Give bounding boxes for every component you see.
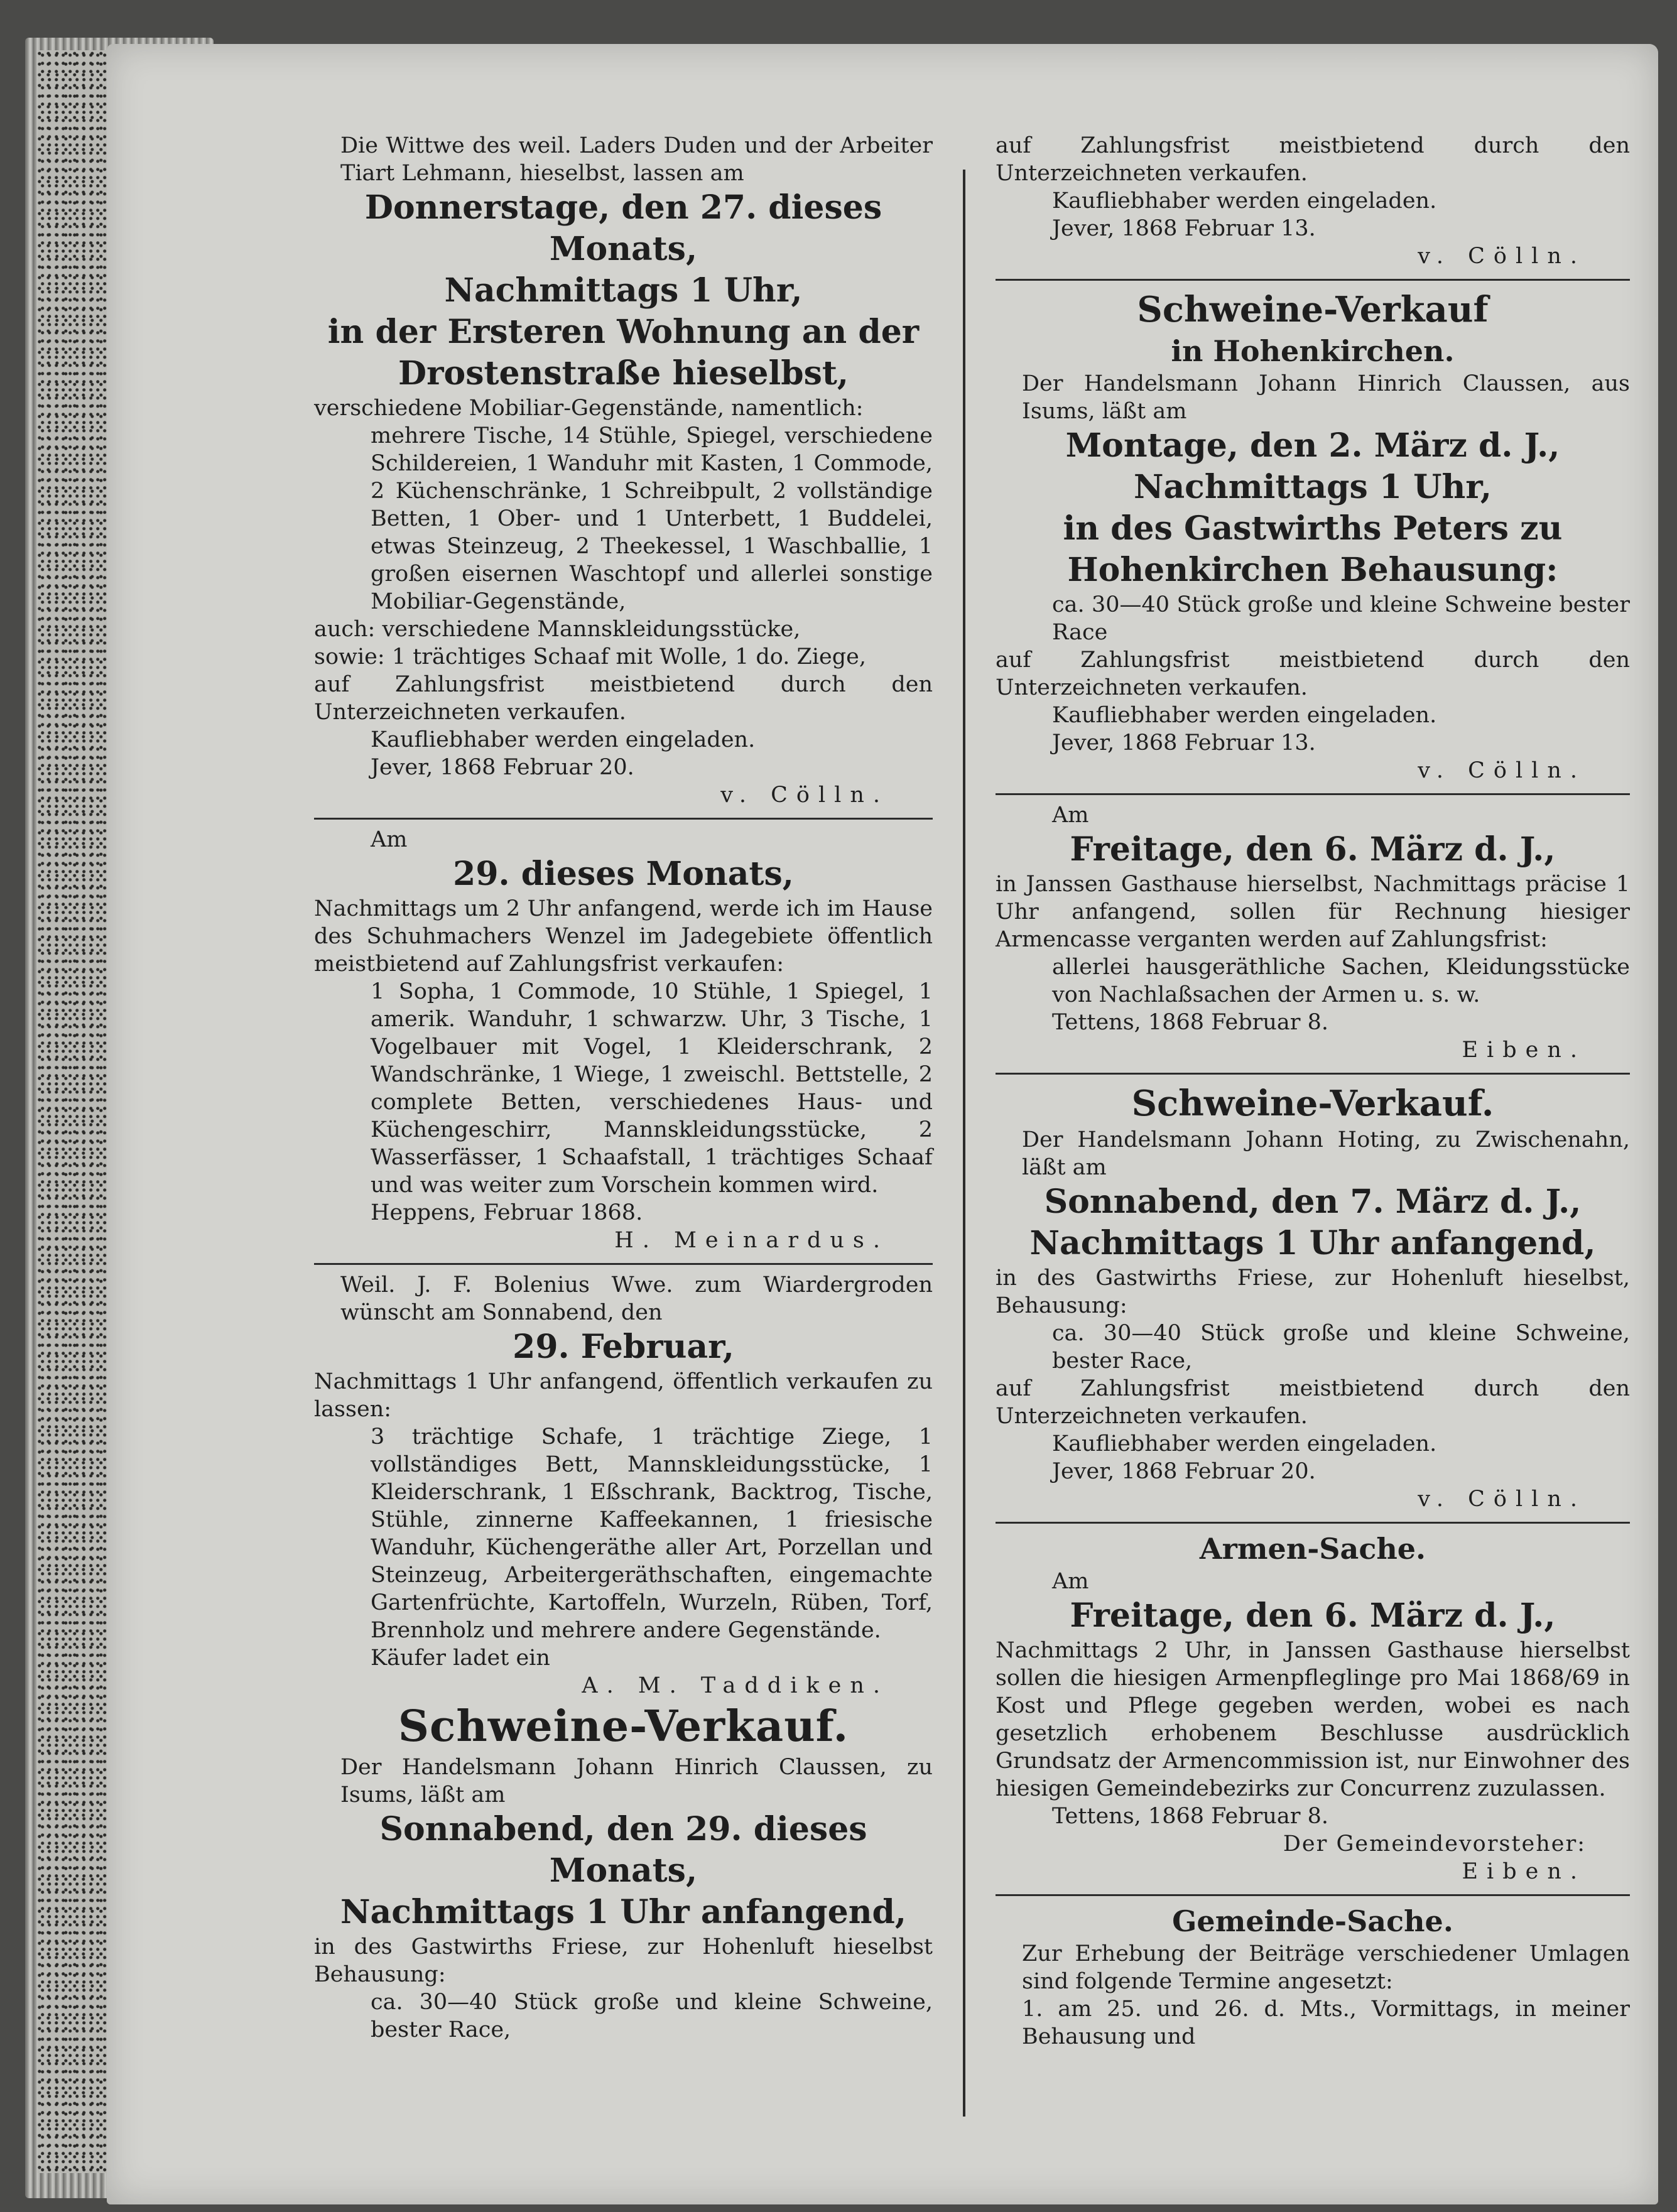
notice-text: Nachmittags um 2 Uhr anfangend, werde ich im Hause des Schuhmachers Wenzel im Jadegebiete öffentlich meistbietend auf Zahlungsfrist verkaufen: bbox=[314, 896, 933, 977]
notice-items: 1 Sopha, 1 Commode, 10 Stühle, 1 Spiegel, 1 amerik. Wanduhr, 1 schwarzw. Uhr, 3 Tische, 1 Vogelbauer mit Vogel, 1 Kleiderschrank, 2 Wandschränke, 1 Wiege, 1 zweischl. Bettstelle, 2 complete Betten, verschiedenes Haus- und Küchengeschirr, Mannskleidungsstücke, 2 Wasserfässer, 1 Schaafstall, 1 trächtiges Schaaf und was weiter zum Vorschein kommen wird. bbox=[371, 979, 933, 1198]
notice-date: Donnerstage, den 27. dieses Monats, bbox=[364, 188, 882, 268]
right-column bbox=[996, 132, 1630, 2051]
separator-rule bbox=[314, 818, 933, 820]
notice-auction-janssen bbox=[996, 801, 1630, 1064]
notice-terms: auf Zahlungsfrist meistbietend durch den Unterzeichneten verkaufen. bbox=[996, 133, 1630, 186]
notice-date: Sonnabend, den 29. dieses Monats, bbox=[379, 1810, 867, 1890]
notice-date: 29. dieses Monats, bbox=[453, 855, 794, 893]
notice-signature: A. M. Taddiken. bbox=[582, 1673, 889, 1698]
notice-date: Freitage, den 6. März d. J., bbox=[1070, 1597, 1556, 1635]
notice-community-matter bbox=[996, 1902, 1630, 2051]
notice-invite: Kaufliebhaber werden eingeladen. bbox=[1052, 1431, 1437, 1456]
notice-place: in des Gastwirths Friese, zur Hohenluft hieselbst Behausung: bbox=[314, 1934, 933, 1987]
notice-also: auch: verschiedene Mannskleidungsstücke, bbox=[314, 617, 801, 642]
notice-dateline: Jever, 1868 Februar 20. bbox=[371, 755, 634, 780]
notice-date: Sonnabend, den 7. März d. J., bbox=[1044, 1183, 1582, 1221]
notice-place: in des Gastwirths Peters zu Hohenkirchen Behausung: bbox=[1063, 509, 1563, 589]
notice-intro: Der Handelsmann Johann Hinrich Claussen, aus Isums, läßt am bbox=[1022, 371, 1630, 424]
left-column bbox=[314, 132, 933, 2044]
notice-signature: v. Cölln. bbox=[1418, 1487, 1586, 1512]
notice-subtitle: in Hohenkirchen. bbox=[1171, 334, 1455, 368]
notice-intro: Weil. J. F. Bolenius Wwe. zum Wiardergroden wünscht am Sonnabend, den bbox=[340, 1272, 933, 1325]
separator-rule bbox=[314, 1263, 933, 1265]
notice-am: Am bbox=[1052, 1569, 1089, 1594]
notice-signature: v. Cölln. bbox=[1418, 758, 1586, 783]
notice-pig-sale-isums bbox=[314, 1700, 933, 2044]
notice-items: ca. 30—40 Stück große und kleine Schweine, bester Race, bbox=[1052, 1321, 1630, 1374]
notice-intro: Der Handelsmann Johann Hoting, zu Zwischenahn, läßt am bbox=[1022, 1127, 1630, 1180]
notice-invite: Kaufliebhaber werden eingeladen. bbox=[1052, 188, 1437, 214]
notice-intro: Der Handelsmann Johann Hinrich Claussen, zu Isums, läßt am bbox=[340, 1755, 933, 1808]
notice-signature: H. Meinardus. bbox=[614, 1228, 889, 1253]
notice-signature: Eiben. bbox=[1462, 1038, 1586, 1063]
notice-time: Nachmittags 1 Uhr anfangend, bbox=[1029, 1224, 1596, 1262]
notice-invite: Kaufliebhaber werden eingeladen. bbox=[1052, 703, 1437, 728]
notice-dateline: Tettens, 1868 Februar 8. bbox=[1052, 1010, 1329, 1035]
notice-dateline: Jever, 1868 Februar 13. bbox=[1052, 730, 1316, 756]
notice-time: Nachmittags 1 Uhr, bbox=[1133, 468, 1492, 506]
notice-items: 3 trächtige Schafe, 1 trächtige Ziege, 1 vollständiges Bett, Mannskleidungsstücke, 1 Kleiderschrank, 1 Eßschrank, Backtrog, Tische, Stühle, zinnerne Kaffeekannen, 1 friesische Wanduhr, Küchengeräthe aller Art, Porzellan und Steinzeug, Arbeitergeräthschaften, eingemachte Gartenfrüchte, Kartoffeln, Wurzeln, Rüben, Torf, Brennholz und mehrere andere Gegenstände. bbox=[371, 1424, 933, 1643]
notice-invite: Kaufliebhaber werden eingeladen. bbox=[371, 727, 756, 752]
notice-place: in der Ersteren Wohnung an der bbox=[327, 313, 920, 351]
notice-title: Gemeinde-Sache. bbox=[1172, 1904, 1453, 1938]
notice-am: Am bbox=[371, 827, 408, 852]
notice-title: Schweine-Verkauf. bbox=[1131, 1083, 1494, 1124]
notice-auction-duden bbox=[314, 132, 933, 809]
notice-terms: auf Zahlungsfrist meistbietend durch den Unterzeichneten verkaufen. bbox=[996, 1376, 1630, 1429]
separator-rule bbox=[996, 1894, 1630, 1896]
notice-item: 1. am 25. und 26. d. Mts., Vormittags, in meiner Behausung und bbox=[1022, 1997, 1630, 2049]
notice-text: Nachmittags 1 Uhr anfangend, öffentlich verkaufen zu lassen: bbox=[314, 1369, 933, 1422]
notice-terms: auf Zahlungsfrist meistbietend durch den Unterzeichneten verkaufen. bbox=[314, 672, 933, 725]
notice-date: Freitage, den 6. März d. J., bbox=[1070, 830, 1556, 869]
notice-invite: Käufer ladet ein bbox=[371, 1645, 550, 1671]
notice-pig-sale-zwischenahn bbox=[996, 1081, 1630, 1513]
notice-place: in des Gastwirths Friese, zur Hohenluft hieselbst, Behausung: bbox=[996, 1266, 1630, 1318]
notice-title: Schweine-Verkauf bbox=[1137, 289, 1489, 330]
notice-pig-sale-hohenkirchen bbox=[996, 287, 1630, 784]
notice-place-street: Drostenstraße hieselbst, bbox=[398, 354, 849, 393]
separator-rule bbox=[996, 279, 1630, 281]
separator-rule bbox=[996, 1073, 1630, 1075]
notice-time: Nachmittags 1 Uhr, bbox=[444, 271, 803, 310]
notice-poor-relief bbox=[996, 1530, 1630, 1885]
notice-also-animals: sowie: 1 trächtiges Schaaf mit Wolle, 1 do. Ziege, bbox=[314, 644, 866, 670]
notice-dateline: Tettens, 1868 Februar 8. bbox=[1052, 1804, 1329, 1829]
notice-items: allerlei hausgeräthliche Sachen, Kleidungsstücke von Nachlaßsachen der Armen u. s. w. bbox=[1052, 955, 1630, 1007]
notice-items: ca. 30—40 Stück große und kleine Schweine, bester Race, bbox=[371, 1990, 933, 2042]
notice-dateline: Jever, 1868 Februar 13. bbox=[1052, 216, 1316, 241]
separator-rule bbox=[996, 793, 1630, 795]
separator-rule bbox=[996, 1522, 1630, 1524]
notice-dateline: Jever, 1868 Februar 20. bbox=[1052, 1459, 1316, 1484]
notice-signature: v. Cölln. bbox=[720, 783, 889, 808]
notice-text: Nachmittags 2 Uhr, in Janssen Gasthause hierselbst sollen die hiesigen Armenpfleglinge pro Mai 1868/69 in Kost und Pflege gegeben werden, wobei es nach gesetzlich erhobenem Beschlusse ausdrücklich Grundsatz der Armencommission ist, nur Einwohner des hiesigen Gemeindebezirks zur Concurrenz zuzulassen. bbox=[996, 1638, 1630, 1801]
notice-terms: auf Zahlungsfrist meistbietend durch den Unterzeichneten verkaufen. bbox=[996, 648, 1630, 700]
notice-items: ca. 30—40 Stück große und kleine Schweine bester Race bbox=[1052, 592, 1630, 645]
notice-date: Montage, den 2. März d. J., bbox=[1065, 426, 1560, 465]
notice-date: 29. Februar, bbox=[513, 1328, 734, 1366]
column-divider bbox=[963, 170, 965, 2117]
notice-intro: Zur Erhebung der Beiträge verschiedener Umlagen sind folgende Termine angesetzt: bbox=[1022, 1941, 1630, 1994]
notice-text: in Janssen Gasthause hierselbst, Nachmittags präcise 1 Uhr anfangend, sollen für Rechnung hiesiger Armencasse verganten werden auf Zahlungsfrist: bbox=[996, 872, 1630, 952]
notice-auction-wenzel bbox=[314, 826, 933, 1254]
notice-time: Nachmittags 1 Uhr anfangend, bbox=[340, 1893, 906, 1931]
notice-signature: v. Cölln. bbox=[1418, 244, 1586, 269]
notice-auction-bolenius bbox=[314, 1271, 933, 1700]
notice-title: Armen-Sache. bbox=[1199, 1532, 1426, 1566]
notice-signature: Eiben. bbox=[1462, 1859, 1586, 1884]
notice-role: Der Gemeindevorsteher: bbox=[1283, 1831, 1586, 1857]
notice-title: Schweine-Verkauf. bbox=[398, 1701, 849, 1752]
notice-dateline: Heppens, Februar 1868. bbox=[371, 1200, 643, 1225]
notice-items: mehrere Tische, 14 Stühle, Spiegel, verschiedene Schildereien, 1 Wanduhr mit Kasten, 1 Commode, 2 Küchenschränke, 1 Schreibpult, 2 vollständige Betten, 1 Ober- und 1 Unterbett, 1 Buddelei, etwas Steinzeug, 2 Theekessel, 1 Waschballie, 1 großen eisernen Waschtopf und allerlei sonstige Mobiliar-Gegenstände, bbox=[371, 423, 933, 614]
notice-continuation bbox=[996, 132, 1630, 270]
notice-items-intro: verschiedene Mobiliar-Gegenstände, namentlich: bbox=[314, 396, 864, 421]
notice-am: Am bbox=[1052, 803, 1089, 828]
notice-intro: Die Wittwe des weil. Laders Duden und der Arbeiter Tiart Lehmann, hieselbst, lassen am bbox=[340, 133, 933, 186]
